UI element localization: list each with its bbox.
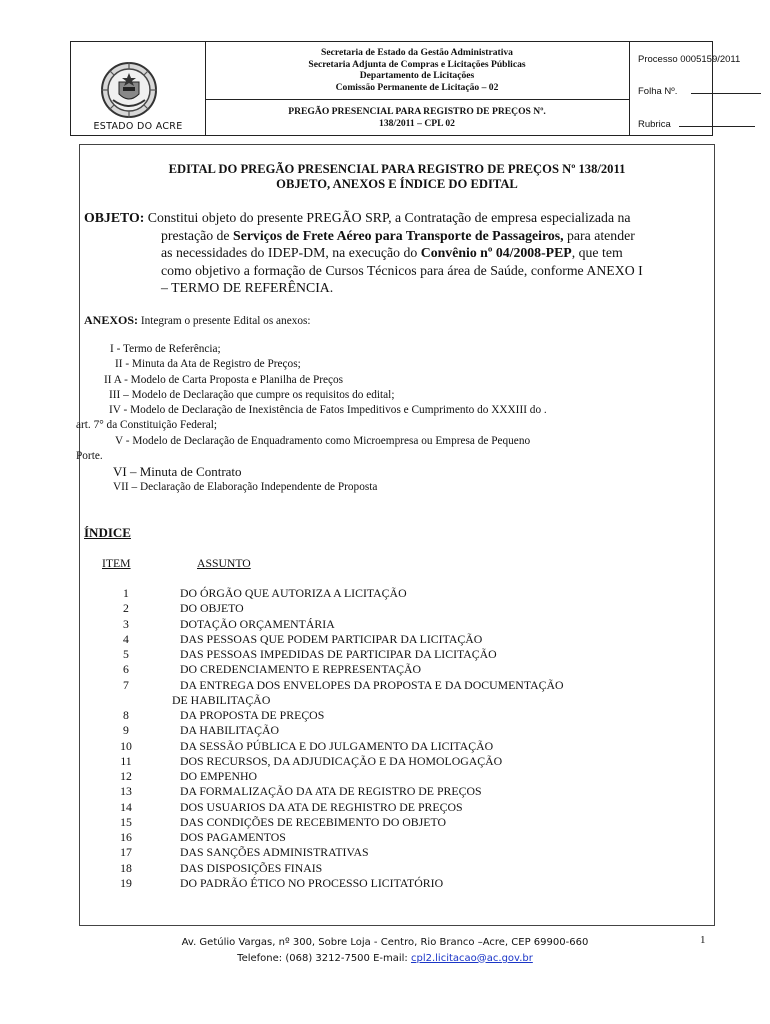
indice-item-subject: DA HABILITAÇÃO [180,723,279,738]
agency-line: Comissão Permanente de Licitação – 02 [335,81,499,93]
objeto-line: como objetivo a formação de Cursos Técnicos para área de Saúde, conforme ANEXO I [161,262,643,278]
rubrica-blank [679,126,755,127]
indice-item-subject: DOS PAGAMENTOS [180,830,286,844]
indice-item-subject: DO PADRÃO ÉTICO NO PROCESSO LICITATÓRIO [180,875,444,890]
indice-item-number: 8 [123,708,129,722]
indice-item-number: 9 [123,723,129,738]
pregao-line: 138/2011 – CPL 02 [379,118,455,129]
indice-row [80,876,710,891]
indice-item-number: 2 [123,601,129,616]
indice-item-number: 6 [123,662,129,677]
anexo-item: I - Termo de Referência; [110,343,221,355]
indice-row [80,617,710,632]
anexo-item: V - Modelo de Declaração de Enquadramento como Microempresa ou Empresa de Pequeno [115,434,531,447]
indice-item-subject: DA SESSÃO PÚBLICA E DO JULGAMENTO DA LICITAÇÃO [180,738,494,753]
indice-item-subject: DA FORMALIZAÇÃO DA ATA DE REGISTRO DE PREÇOS [180,784,482,799]
indice-row [80,632,710,647]
indice-item-number: 12 [120,769,132,783]
indice-item-number: 13 [120,784,132,799]
anexos-list [76,342,710,495]
indice-item-subject: DA ENTREGA DOS ENVELOPES DA PROPOSTA E DA DOCUMENTAÇÃO [180,677,564,692]
footer-contact: Telefone: (068) 3212-7500 E-mail: cpl2.licitacao@ac.gov.br [237,952,533,964]
indice-row [80,784,710,799]
indice-item-subject: DO EMPENHO [180,769,258,783]
edital-body [76,144,715,926]
indice-item-subject: DAS SANÇÕES ADMINISTRATIVAS [180,845,369,860]
agency-line: Secretaria de Estado da Gestão Administrativa [321,47,513,58]
indice-row [80,723,710,738]
indice-table [80,586,710,891]
indice-item-number: 7 [123,677,129,692]
indice-item-number: 10 [120,738,132,753]
anexo-item: II - Minuta da Ata de Registro de Preços; [115,358,301,371]
indice-row [80,678,710,693]
document-title [80,162,714,192]
indice-item-subject: DOS RECURSOS, DA ADJUDICAÇÃO E DA HOMOLOGAÇÃO [180,753,503,768]
indice-item-subject: DE HABILITAÇÃO [172,692,271,707]
indice-row [80,662,710,677]
state-seal-icon [99,60,159,120]
indice-row [80,769,710,784]
header-process-cell [629,42,741,135]
footer-address: Av. Getúlio Vargas, nº 300, Sobre Loja - Centro, Rio Branco –Acre, CEP 69900-660 [181,937,589,948]
indice-row [80,739,710,754]
folha-field [638,86,761,97]
objeto-line: prestação de Serviços de Frete Aéreo para Transporte de Passageiros, para atender [161,227,635,243]
document-header [70,41,741,136]
rubrica-field [638,119,755,130]
indice-row [80,754,710,769]
indice-row [80,693,710,708]
indice-item-subject: DO ÓRGÃO QUE AUTORIZA A LICITAÇÃO [180,586,407,600]
indice-item-subject: DAS PESSOAS IMPEDIDAS DE PARTICIPAR DA LICITAÇÃO [180,647,497,661]
objeto-line: as necessidades do IDEP-DM, na execução do Convênio nº 04/2008-PEP, que tem [161,245,623,260]
rubrica-label: Rubrica [638,119,671,130]
col-header-item: ITEM [102,557,131,570]
indice-row [80,845,710,860]
folha-blank [691,93,761,94]
col-header-assunto: ASSUNTO [197,557,251,570]
indice-item-number: 16 [120,830,132,844]
indice-item-subject: DAS PESSOAS QUE PODEM PARTICIPAR DA LICITAÇÃO [180,631,483,646]
anexo-item: II A - Modelo de Carta Proposta e Planilha de Preços [104,373,344,386]
anexos-label: ANEXOS: [84,313,139,327]
footer [0,935,770,966]
objeto-section [84,209,712,297]
indice-item-subject: DOS USUARIOS DA ATA DE REGHISTRO DE PREÇOS [180,799,463,814]
anexo-item: VI – Minuta de Contrato [113,464,242,480]
indice-item-number: 18 [120,860,132,875]
anexos-intro: ANEXOS: Integram o presente Edital os anexos: [84,313,311,327]
indice-item-number: 15 [120,814,132,829]
title-line: OBJETO, ANEXOS E ÍNDICE DO EDITAL [276,177,518,191]
agency-line: Departamento de Licitações [359,70,475,81]
indice-row [80,815,710,830]
indice-row [80,708,710,723]
indice-item-number: 1 [123,586,129,600]
email-link[interactable]: cpl2.licitacao@ac.gov.br [410,952,533,964]
header-agency-cell [205,42,630,135]
state-label: ESTADO DO ACRE [93,121,183,132]
processo-number: Processo 0005159/2011 [638,54,741,65]
title-line: EDITAL DO PREGÃO PRESENCIAL PARA REGISTRO DE PREÇOS Nº 138/2011 [168,162,626,176]
indice-item-number: 4 [123,631,129,646]
header-seal-cell [71,42,206,135]
anexo-item: Porte. [76,450,103,463]
anexo-item: art. 7° da Constituição Federal; [76,419,217,432]
indice-item-subject: DAS DISPOSIÇÕES FINAIS [180,860,323,875]
pregao-block [205,100,629,135]
indice-row [80,861,710,876]
indice-row [80,800,710,815]
indice-item-number: 3 [123,616,129,631]
page-number: 1 [700,934,706,946]
anexo-item: III – Modelo de Declaração que cumpre os requisitos do edital; [109,388,395,401]
indice-item-subject: DA PROPOSTA DE PREÇOS [180,708,325,722]
indice-item-subject: DO CREDENCIAMENTO E REPRESENTAÇÃO [180,662,422,677]
indice-row [80,586,710,601]
agency-block [205,42,629,100]
indice-row [80,601,710,616]
agency-line: Secretaria Adjunta de Compras e Licitações Públicas [308,58,526,70]
indice-item-number: 19 [120,875,132,890]
indice-item-number: 11 [120,753,132,768]
anexo-item: VII – Declaração de Elaboração Independente de Proposta [113,480,378,493]
indice-item-number: 5 [123,647,129,661]
indice-item-number: 14 [120,799,132,814]
indice-item-number: 17 [120,845,132,860]
indice-row [80,647,710,662]
indice-item-subject: DOTAÇÃO ORÇAMENTÁRIA [180,616,335,631]
indice-row [80,830,710,845]
pregao-line: PREGÃO PRESENCIAL PARA REGISTRO DE PREÇOS Nº. [288,106,546,117]
indice-item-subject: DO OBJETO [180,601,244,616]
objeto-line: – TERMO DE REFERÊNCIA. [161,280,334,295]
folha-label: Folha Nº. [638,86,678,97]
indice-item-subject: DAS CONDIÇÕES DE RECEBIMENTO DO OBJETO [180,814,446,829]
objeto-label: OBJETO: [84,210,145,225]
anexo-item: IV - Modelo de Declaração de Inexistência de Fatos Impeditivos e Cumprimento do XXXIII do . [109,404,547,417]
indice-heading: ÍNDICE [84,525,131,540]
objeto-text: Constitui objeto do presente PREGÃO SRP, a Contratação de empresa especializada na [144,210,631,225]
